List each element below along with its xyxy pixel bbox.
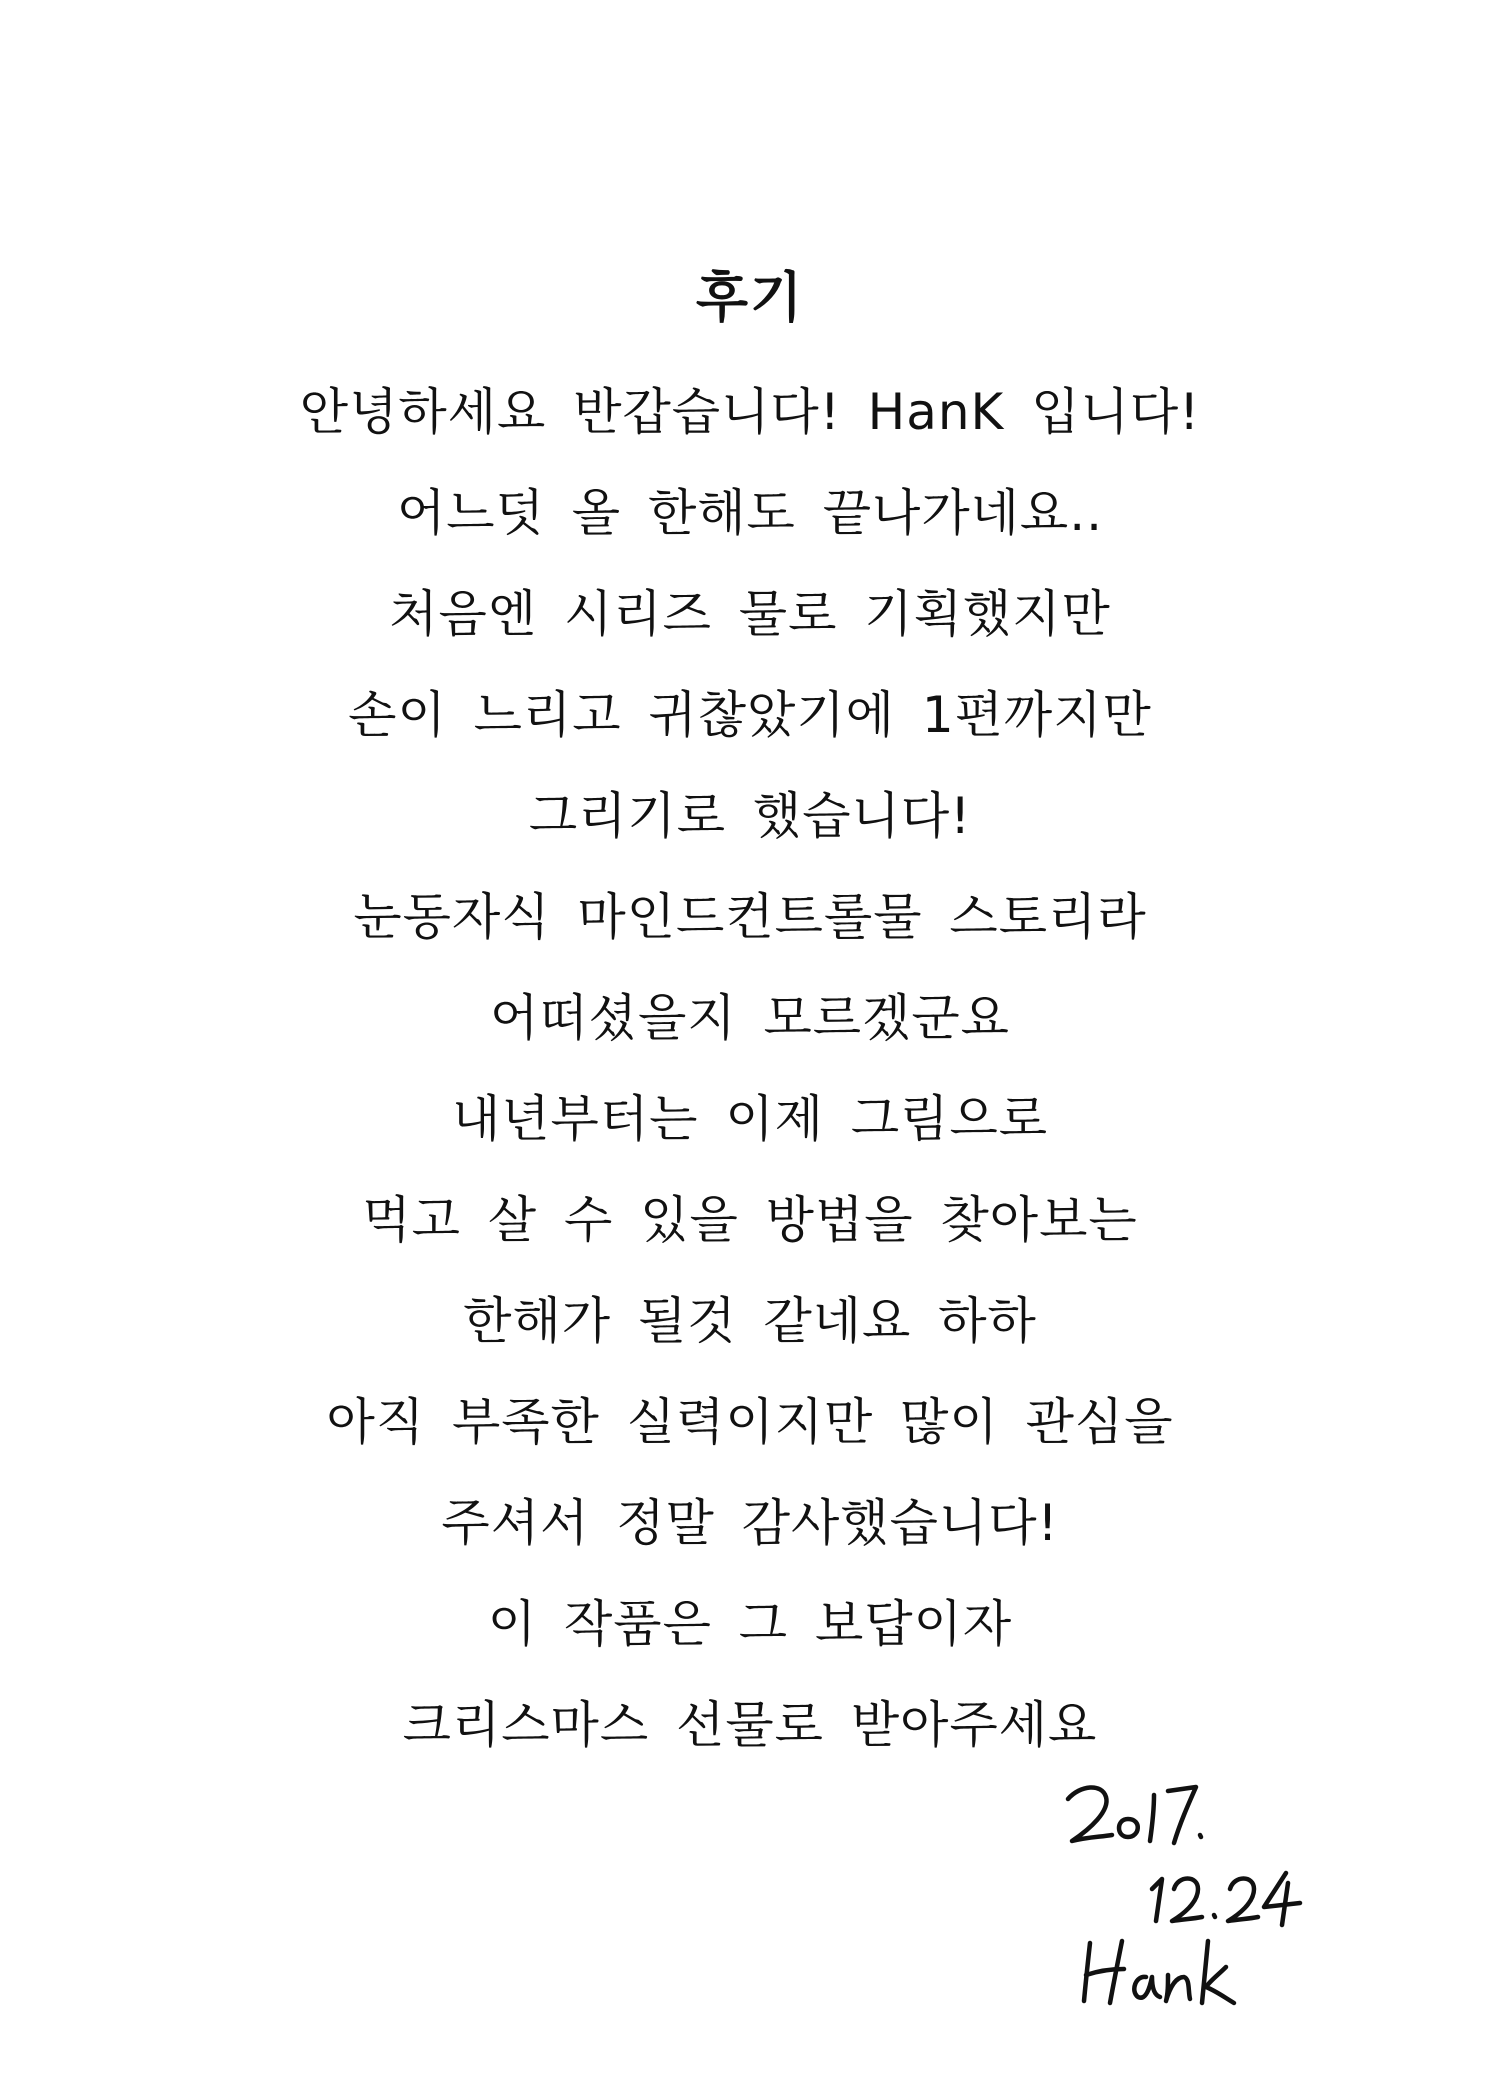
body-line: 손이 느리고 귀찮았기에 1편까지만 [348, 686, 1152, 744]
signature-year [1068, 1787, 1201, 1843]
body-line: 어떠셨을지 모르겠군요 [490, 989, 1010, 1047]
body-line: 그리기로 했습니다! [528, 787, 972, 845]
body-line: 아직 부족한 실력이지만 많이 관심을 [326, 1393, 1174, 1451]
body-line: 주셔서 정말 감사했습니다! [441, 1494, 1059, 1552]
signature-name [1084, 1941, 1234, 2003]
body-line: 먹고 살 수 있을 방법을 찾아보는 [362, 1191, 1138, 1249]
page-title: 후기 [695, 266, 805, 330]
afterword-body [0, 382, 1500, 1796]
body-line: 처음엔 시리즈 물로 기획했지만 [389, 585, 1111, 643]
body-line: 한해가 될것 같네요 하하 [463, 1292, 1037, 1350]
body-line: 이 작품은 그 보답이자 [487, 1595, 1013, 1653]
body-line: 눈동자식 마인드컨트롤물 스토리라 [353, 888, 1147, 946]
handwritten-signature [1050, 1765, 1350, 2015]
body-line: 내년부터는 이제 그림으로 [451, 1090, 1049, 1148]
signature-drawing [1050, 1765, 1350, 2015]
signature-date [1152, 1873, 1300, 1925]
body-line: 어느덧 올 한해도 끝나가네요.. [396, 484, 1104, 542]
body-line: 안녕하세요 반갑습니다! HanK 입니다! [299, 383, 1201, 441]
body-line: 크리스마스 선물로 받아주세요 [402, 1696, 1098, 1754]
